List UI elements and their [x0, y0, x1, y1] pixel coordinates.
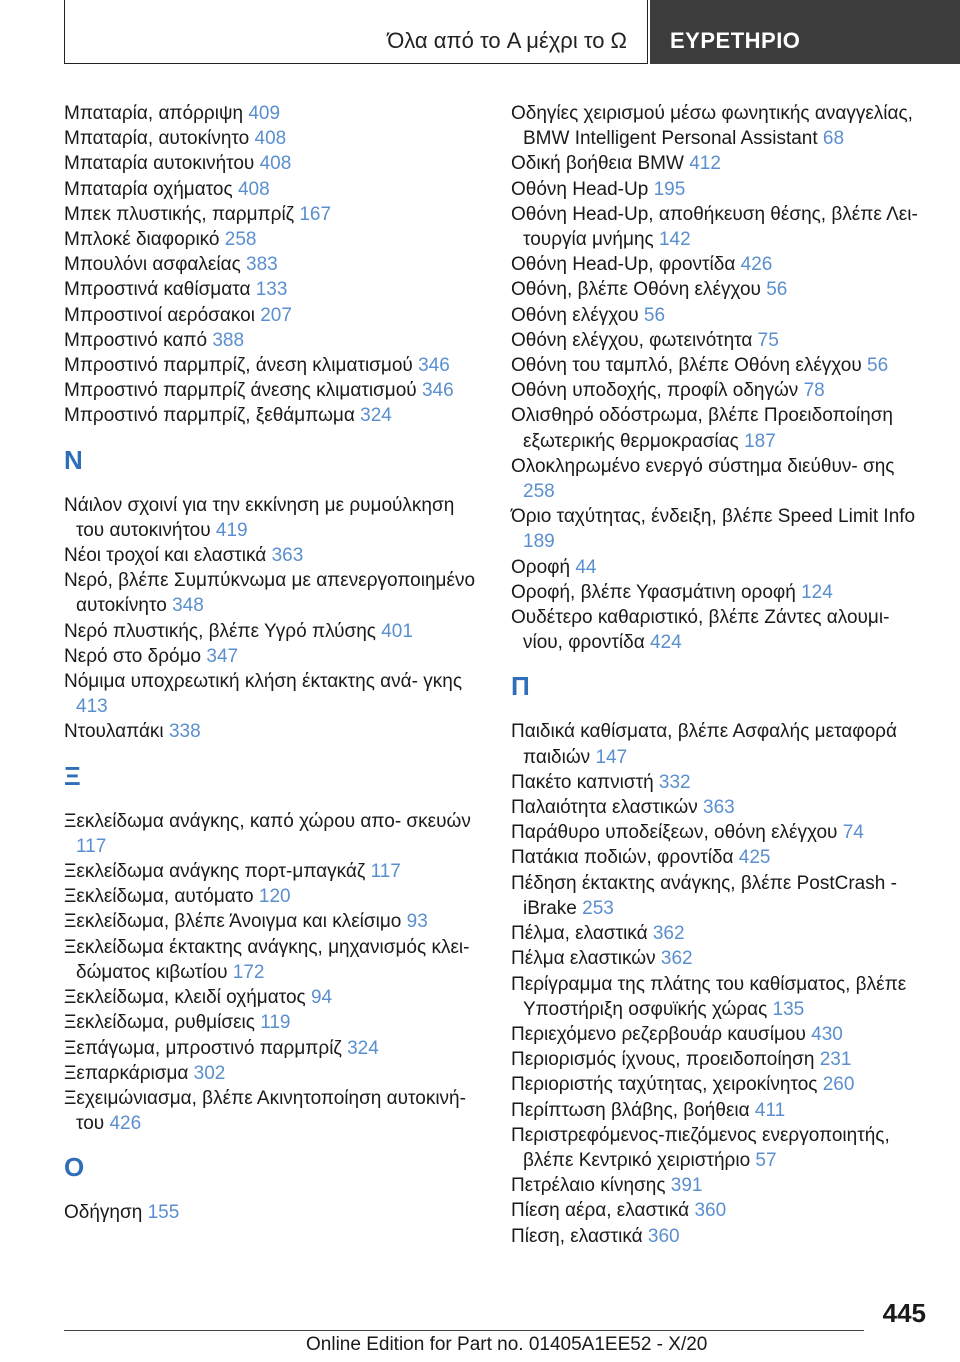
index-entry-text: Ξεκλείδωμα, κλειδί οχήματος [64, 987, 306, 1009]
index-entry [511, 580, 931, 605]
index-entry-text: Νέοι τροχοί και ελαστικά [64, 545, 267, 567]
page-reference-link[interactable]: 419 [215, 519, 248, 541]
index-entry-text: Πακέτο καπνιστή [511, 771, 654, 793]
index-entry [64, 543, 484, 568]
index-entry [64, 378, 484, 403]
index-entry [511, 177, 931, 202]
index-entry [511, 353, 931, 378]
index-entry-text: Ξεκλείδωμα, αυτόματο [64, 886, 254, 908]
page-reference-link[interactable]: 347 [206, 645, 239, 667]
index-entry-text: Οθόνη Head-Up [511, 178, 649, 200]
index-entry-text: Μπροστινά καθίσματα [64, 279, 251, 301]
index-entry [511, 1098, 931, 1123]
page-reference-link[interactable]: 426 [109, 1113, 142, 1135]
index-entry [64, 884, 484, 909]
index-entry-text: Περίγραμμα της πλάτης του καθίσματος, βλέπε Υποστήριξη οσφυϊκής χώρας [511, 973, 907, 1020]
page-reference-link[interactable]: 426 [740, 254, 773, 276]
page-reference-link[interactable]: 346 [421, 380, 454, 402]
index-entry [64, 101, 484, 126]
index-entry [511, 871, 931, 921]
page-reference-link[interactable]: 93 [406, 911, 428, 933]
page-reference-link[interactable]: 360 [647, 1225, 680, 1247]
index-entry-text: Ολοκληρωμένο ενεργό σύστημα διεύθυν- σης [511, 455, 895, 477]
index-entry-text: Οροφή, βλέπε Υφασμάτινη οροφή [511, 581, 796, 603]
page-reference-link[interactable]: 68 [822, 128, 845, 150]
index-entry-text: Μπροστινό παρμπρίζ, άνεση κλιματισμού [64, 355, 413, 377]
index-entry [511, 277, 931, 302]
page-reference-link[interactable]: 207 [260, 304, 292, 326]
index-entry [64, 1010, 484, 1035]
index-entry-text: Ουδέτερο καθαριστικό, βλέπε Ζάντες αλουμι- νίου, φροντίδα [511, 607, 890, 654]
index-entry-text: Ξεπάγωμα, μπροστινό παρμπρίζ [64, 1037, 342, 1059]
index-entry [511, 303, 931, 328]
index-entry [64, 985, 484, 1010]
index-entry-text: Παράθυρο υποδείξεων, οθόνη ελέγχου [511, 822, 838, 844]
page-reference-link[interactable]: 408 [237, 178, 270, 200]
section-letter: Ξ [64, 760, 81, 791]
section-letter: Ν [64, 444, 83, 475]
index-entry-text: Μπροστινοί αερόσακοι [64, 304, 255, 326]
index-entry [511, 252, 931, 277]
index-entry-text: Μπεκ πλυστικής, παρμπρίζ [64, 203, 295, 225]
index-entry-text: Μπαταρία, απόρριψη [64, 103, 244, 124]
index-entry-text: Πέλμα, ελαστικά [511, 923, 648, 945]
index-entry-text: Πέλμα ελαστικών [511, 948, 656, 970]
page-reference-link[interactable]: 133 [255, 279, 288, 301]
index-entry [64, 719, 484, 744]
index-entry [511, 151, 931, 176]
page-reference-link[interactable]: 324 [347, 1037, 379, 1059]
index-entry [64, 1061, 484, 1086]
page-reference-link[interactable]: 362 [660, 948, 693, 970]
footer-edition-text: Online Edition for Part no. 01405A1EE52 - X/20 [306, 1334, 708, 1355]
index-entry [64, 1200, 484, 1225]
page-reference-link[interactable]: 135 [772, 998, 805, 1020]
index-entry [511, 795, 931, 820]
page-reference-link[interactable]: 155 [147, 1202, 180, 1224]
index-entry-text: Μπλοκέ διαφορικό [64, 229, 220, 251]
page-reference-link[interactable]: 332 [658, 771, 691, 793]
index-entry-text: Πίεση, ελαστικά [511, 1225, 643, 1247]
index-entry-text: Μπαταρία αυτοκινήτου [64, 153, 255, 175]
index-entry [511, 1224, 931, 1249]
index-entry-text: Μπροστινό καπό [64, 329, 208, 351]
index-entry-text: Οθόνη ελέγχου, φωτεινότητα [511, 329, 753, 351]
index-entry [64, 669, 484, 719]
page-reference-link[interactable]: 94 [310, 987, 333, 1009]
page-reference-link[interactable]: 348 [172, 595, 204, 617]
page-reference-link[interactable]: 74 [842, 822, 864, 844]
page-reference-link[interactable]: 167 [299, 203, 332, 225]
index-entry [64, 277, 484, 302]
index-entry-text: Οθόνη, βλέπε Οθόνη ελέγχου [511, 279, 761, 301]
index-entry [511, 378, 931, 403]
section-letter: Ο [64, 1152, 85, 1183]
index-entry [64, 403, 484, 428]
index-entry-text: Οθόνη του ταμπλό, βλέπε Οθόνη ελέγχου [511, 355, 862, 377]
page-reference-link[interactable]: 401 [381, 620, 413, 642]
index-entry-text: Ξεκλείδωμα, ρυθμίσεις [64, 1012, 255, 1034]
page-reference-link[interactable]: 362 [652, 923, 685, 945]
index-entry-text: Ξεκλείδωμα ανάγκης, καπό χώρου απο- σκευών [64, 810, 471, 832]
index-entry [511, 921, 931, 946]
index-entry-text: Οθόνη Head-Up, αποθήκευση θέσης, βλέπε Λει- τουργία μνήμης [511, 203, 918, 251]
index-entry-text: Νερό στο δρόμο [64, 645, 202, 667]
index-entry [64, 568, 484, 618]
index-entry-text: Παλαιότητα ελαστικών [511, 797, 698, 819]
page-reference-link[interactable]: 78 [803, 380, 825, 402]
page-number: 445 [882, 1298, 926, 1328]
footer-divider [64, 1330, 864, 1331]
index-entry-text: Περιορισμός ίχνους, προειδοποίηση [511, 1049, 815, 1071]
page-reference-link[interactable]: 120 [258, 886, 291, 908]
tab-index-label: ΕΥΡΕΤΗΡΙΟ [670, 28, 801, 53]
index-entry [511, 770, 931, 795]
index-entry [511, 946, 931, 971]
index-entry-text: Ξεκλείδωμα έκτακτης ανάγκης, μηχανισμός κλει- δώματος κιβωτίου [64, 936, 470, 983]
index-entry [64, 644, 484, 669]
page-reference-link[interactable]: 253 [582, 897, 614, 919]
index-entry [511, 1072, 931, 1097]
index-entry-text: Μπαταρία οχήματος [64, 178, 233, 200]
index-entry [511, 1047, 931, 1072]
index-entry-text: Οροφή [511, 556, 571, 578]
index-entry-text: Μπουλόνι ασφαλείας [64, 254, 241, 276]
page-reference-link[interactable]: 430 [811, 1023, 843, 1045]
index-entry [64, 151, 484, 176]
index-entry [511, 845, 931, 870]
page-reference-link[interactable]: 56 [643, 304, 666, 326]
index-entry [511, 1022, 931, 1047]
index-entry-text: Όριο ταχύτητας, ένδειξη, βλέπε Speed Limit Info [511, 506, 916, 528]
index-entry-text: Οθόνη Head-Up, φροντίδα [511, 254, 736, 276]
index-entry [511, 1173, 931, 1198]
index-entry-text: Ντουλαπάκι [64, 721, 164, 743]
index-entry-text: Περιοριστής ταχύτητας, χειροκίνητος [511, 1074, 818, 1096]
page-reference-link[interactable]: 117 [76, 835, 107, 857]
section-letter: Π [511, 671, 530, 702]
index-entry [64, 1086, 484, 1136]
page-reference-link[interactable]: 56 [867, 355, 889, 377]
page-reference-link[interactable]: 231 [819, 1049, 852, 1071]
index-entry [64, 859, 484, 884]
index-entry [64, 493, 484, 543]
header-title: Όλα από το A μέχρι το Ω [387, 28, 627, 53]
page-reference-link[interactable]: 124 [801, 581, 833, 603]
page-reference-link[interactable]: 75 [757, 329, 779, 351]
index-entry-text: Ξεπαρκάρισμα [64, 1062, 189, 1084]
index-entry [64, 909, 484, 934]
index-entry [511, 1198, 931, 1223]
index-entry [511, 1123, 931, 1173]
index-entry [511, 719, 931, 769]
index-column-left [64, 101, 484, 1226]
page-reference-link[interactable]: 187 [744, 430, 776, 452]
page-reference-link[interactable]: 302 [193, 1062, 226, 1084]
page-reference-link[interactable]: 57 [755, 1149, 777, 1171]
index-entry [511, 820, 931, 845]
index-entry [64, 809, 484, 859]
index-entry [511, 403, 931, 453]
index-entry [511, 454, 931, 504]
index-entry [64, 126, 484, 151]
index-entry-text: Νόμιμα υποχρεωτική κλήση έκτακτης ανά- γκης [64, 671, 462, 693]
index-entry-text: Οθόνη ελέγχου [511, 304, 639, 326]
index-entry-text: Μπροστινό παρμπρίζ, ξεθάμπωμα [64, 405, 355, 427]
index-entry-text: Περιεχόμενο ρεζερβουάρ καυσίμου [511, 1023, 806, 1045]
index-entry [511, 605, 931, 655]
index-entry [64, 177, 484, 202]
index-column-right [511, 101, 931, 1249]
index-entry-text: Οθόνη υποδοχής, προφίλ οδηγών [511, 380, 799, 402]
page-reference-link[interactable]: 388 [212, 329, 245, 351]
index-entry-text: Μπαταρία, αυτοκίνητο [64, 128, 250, 150]
index-entry [64, 252, 484, 277]
page-reference-link[interactable]: 189 [523, 531, 555, 553]
index-entry-text: Οδική βοήθεια BMW [511, 153, 684, 175]
page-reference-link[interactable]: 411 [754, 1099, 786, 1121]
page-reference-link[interactable]: 260 [822, 1074, 855, 1096]
index-entry-text: Πετρέλαιο κίνησης [511, 1175, 666, 1197]
index-entry [64, 328, 484, 353]
page-reference-link[interactable]: 56 [766, 279, 788, 301]
index-entry-text: Περίπτωση βλάβης, βοήθεια [511, 1099, 750, 1121]
index-entry [511, 328, 931, 353]
page-reference-link[interactable]: 412 [689, 153, 721, 175]
page-reference-link[interactable]: 346 [418, 355, 450, 377]
index-entry [64, 353, 484, 378]
index-entry-text: Οδηγίες χειρισμού μέσω φωνητικής αναγγελίας, BMW Intelligent Personal Assistant [511, 103, 913, 150]
page-reference-link[interactable]: 408 [259, 153, 292, 175]
index-entry-text: Πέδηση έκτακτης ανάγκης, βλέπε PostCrash - iBrake [511, 872, 897, 919]
page-reference-link[interactable]: 363 [271, 545, 304, 567]
index-entry-text: Ξεκλείδωμα ανάγκης πορτ-μπαγκάζ [64, 861, 366, 883]
index-entry [64, 935, 484, 985]
index-entry [64, 227, 484, 252]
index-entry [64, 303, 484, 328]
page-reference-link[interactable]: 408 [254, 128, 287, 150]
index-entry-text: Νερό, βλέπε Συμπύκνωμα με απενεργοποιημένο αυτοκίνητο [64, 570, 476, 617]
index-entry [511, 504, 931, 554]
index-entry-text: Πατάκια ποδιών, φροντίδα [511, 847, 734, 869]
page-reference-link[interactable]: 409 [248, 103, 281, 124]
page-reference-link[interactable]: 383 [246, 254, 278, 276]
page-reference-link[interactable]: 413 [76, 696, 108, 718]
page-reference-link[interactable]: 142 [658, 229, 691, 251]
index-entry [64, 1036, 484, 1061]
index-entry [64, 619, 484, 644]
page-reference-link[interactable]: 117 [370, 861, 401, 883]
page-reference-link[interactable]: 338 [168, 721, 201, 743]
page-reference-link[interactable]: 258 [224, 229, 257, 251]
index-entry-text: Νάιλον σχοινί για την εκκίνηση με ρυμούλκηση του αυτοκινήτου [64, 494, 455, 541]
index-entry-text: Περιστρεφόμενος-πιεζόμενος ενεργοποιητής, βλέπε Κεντρικό χειριστήριο [511, 1124, 890, 1171]
page-reference-link[interactable]: 425 [738, 847, 771, 869]
page-reference-link[interactable]: 324 [360, 405, 392, 427]
page-reference-link[interactable]: 360 [694, 1200, 727, 1222]
index-entry-text: Οδήγηση [64, 1202, 143, 1224]
index-entry-text: Ξεχειμώνιασμα, βλέπε Ακινητοποίηση αυτοκινή- του [64, 1087, 466, 1135]
page-reference-link[interactable]: 363 [703, 797, 735, 819]
index-entry [511, 202, 931, 252]
index-entry [511, 555, 931, 580]
page-reference-link[interactable]: 44 [575, 556, 597, 578]
page-reference-link[interactable]: 424 [650, 632, 682, 654]
index-entry [511, 101, 931, 151]
index-entry-text: Πίεση αέρα, ελαστικά [511, 1200, 690, 1222]
index-entry [511, 972, 931, 1022]
index-entry-text: Ολισθηρό οδόστρωμα, βλέπε Προειδοποίηση εξωτερικής θερμοκρασίας [511, 405, 893, 452]
index-entry [64, 202, 484, 227]
page-reference-link[interactable]: 147 [595, 746, 628, 768]
index-entry-text: Ξεκλείδωμα, βλέπε Άνοιγμα και κλείσιμο [64, 911, 402, 933]
index-entry-text: Νερό πλυστικής, βλέπε Υγρό πλύσης [64, 620, 376, 642]
index-entry-text: Παιδικά καθίσματα, βλέπε Ασφαλής μεταφορά παιδιών [511, 721, 897, 768]
page-reference-link[interactable]: 119 [260, 1012, 291, 1034]
tab-index[interactable] [650, 0, 960, 64]
header-title-box [64, 0, 648, 64]
page-reference-link[interactable]: 195 [653, 178, 686, 200]
page-reference-link[interactable]: 172 [232, 961, 265, 983]
page-reference-link[interactable]: 391 [670, 1175, 703, 1197]
page-reference-link[interactable]: 258 [523, 481, 555, 503]
index-entry-text: Μπροστινό παρμπρίζ άνεσης κλιματισμού [64, 380, 417, 402]
